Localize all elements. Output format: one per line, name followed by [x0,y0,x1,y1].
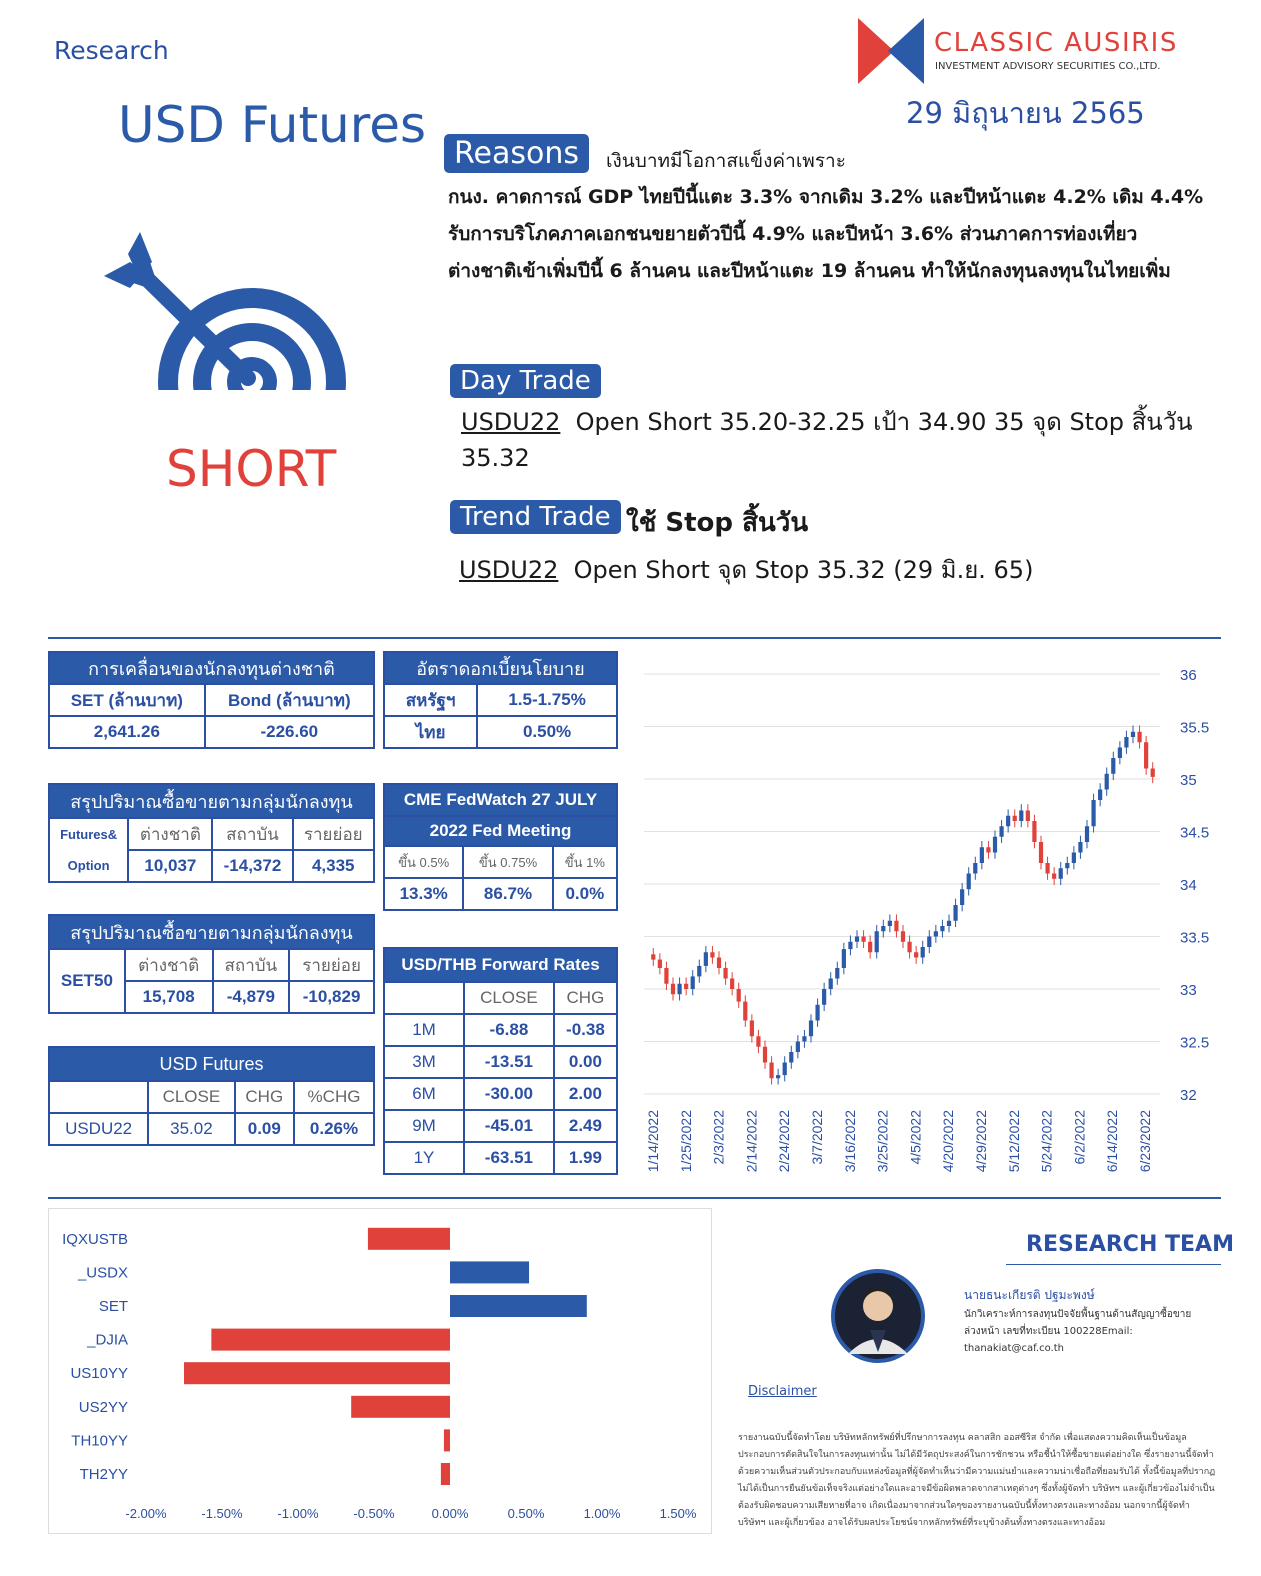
x-tick-label: 0.50% [507,1506,545,1521]
x-tick-label: 2/3/2022 [710,1110,727,1165]
reason-line: กนง. คาดการณ์ GDP ไทยปีนี้แตะ 3.3% จากเดิม 3.2% และปีหน้าแตะ 4.2% เดิม 4.4% [448,186,1204,208]
candle-body [697,966,701,977]
candle-body [1052,874,1056,879]
candle-body [710,952,714,957]
candle-body [894,921,898,932]
candle-body [835,968,839,979]
candle-body [967,874,971,890]
category-label: US10YY [70,1365,128,1383]
x-tick-label: 2/14/2022 [743,1110,760,1173]
section-divider [48,1197,1221,1199]
x-tick-label: 1/14/2022 [645,1110,661,1173]
bar [211,1329,450,1351]
analyst-name: นายธนะเกียรติ ปฐมะพงษ์ [964,1288,1095,1302]
candle-body [704,952,708,966]
table-header: รายย่อย [293,818,375,850]
x-tick-label: 1.00% [583,1506,621,1521]
trend-trade-contract: USDU22 [459,556,559,584]
candle-body [684,984,688,989]
day-trade-contract: USDU22 [461,408,561,436]
table-cell: -4,879 [213,981,290,1013]
page-title: USD Futures [118,96,427,154]
disclaimer-text: รายงานฉบับนี้จัดทำโดย บริษัทหลักทรัพย์ที่ปรึกษาการลงทุน คลาสสิก ออสซีริส จำกัด เพื่อแสดงความคิดเห็นเป็นข้อมูลประกอบการตัดสินใจในการลงทุนเท่านั้น ไม่ได้มีวัตถุประสงค์ในการชักชวน หรือชี้นำให้ซื้อขายแต่อย่างใด ซึ่งรายงานนี้จัดทำด้วยความเห็นส่วนตัวประกอบกับแหล่งข้อมูลที่ผู้จัดทำเห็นว่ามีความแม่นยำและความน่าเชื่อถือที่ยอมรับได้ ทั้งนี้ข้อมูลที่ปรากฏไม่ได้เป็นการยืนยันข้อเท็จจริงแต่อย่างใดและอาจมีข้อผิดพลาดจากสาเหตุต่างๆ ซึ่งทั้งผู้จัดทำ บริษัทฯ และผู้เกี่ยวข้องไม่จำเป็นต้องรับผิดชอบความเสียหายที่อาจ เกิดเนื่องมาจากส่วนใดๆของรายงานฉบับนี้ทั้งทางตรงและทางอ้อม นอกจากนี้ผู้จัดทำ บริษัทฯ และผู้เกี่ยวข้อง อาจได้รับผลประโยชน์จากหลักทรัพย์ที่ระบุข้างต้นทั้งทางตรงและทางอ้อม [738,1433,1216,1528]
table-cell: 15,708 [125,981,213,1013]
table-header: ต่างชาติ [128,818,212,850]
x-tick-label: 3/16/2022 [841,1110,858,1173]
candle-body [1019,811,1023,822]
table-cell: 3M [384,1046,464,1078]
y-tick-label: 32 [1180,1087,1197,1104]
table-cell: -30.00 [464,1078,554,1110]
candle-body [986,847,990,852]
table-title: USD Futures [49,1047,374,1081]
candle-body [855,937,859,942]
bar [444,1429,450,1451]
reasons-label: Reasons [444,134,589,173]
market-change-bar-chart [48,1208,712,1534]
candle-body [796,1042,800,1053]
candle-body [809,1021,813,1037]
category-label: TH10YY [71,1432,128,1450]
candle-body [868,942,872,953]
candle-body [1091,800,1095,826]
candle-body [737,989,741,1002]
candle-body [743,1002,747,1021]
futures-flow-table [48,783,375,883]
table-cell: 0.50% [477,716,617,748]
candle-body [973,863,977,874]
candle-body [1072,853,1076,864]
table-header: ขึ้น 0.75% [463,846,552,878]
x-tick-label: 4/5/2022 [907,1110,924,1165]
candle-body [1026,811,1030,822]
table-cell: USDU22 [49,1113,148,1145]
bar [351,1396,450,1418]
table-subtitle: 2022 Fed Meeting [384,816,617,846]
candle-body [723,968,727,979]
x-tick-label: 0.00% [431,1506,469,1521]
candle-body [1059,868,1063,879]
table-title: USD/THB Forward Rates [384,948,617,982]
table-cell: 13.3% [384,878,463,910]
x-tick-label: 5/24/2022 [1038,1110,1055,1173]
table-title: สรุปปริมาณซื้อขายตามกลุ่มนักลงทุน [49,784,374,818]
table-title: อัตราดอกเบี้ยนโยบาย [384,652,617,684]
category-label: SET [98,1298,128,1315]
table-cell: -14,372 [212,850,292,882]
category-label: US2YY [78,1398,128,1416]
candle-body [1137,732,1141,743]
table-header: ต่างชาติ [125,949,213,981]
target-arrow-icon [100,232,350,402]
day-trade-detail: Open Short 35.20-32.25 เป้า 34.90 35 จุด Stop สิ้นวัน 35.32 [461,408,1193,472]
table-cell: 0.0% [553,878,617,910]
table-header: SET (ล้านบาท) [49,684,205,716]
disclaimer-title[interactable]: Disclaimer [748,1384,817,1399]
candle-body [914,952,918,957]
x-tick-label: -0.50% [353,1506,395,1521]
candle-body [829,979,833,990]
candle-body [664,968,668,984]
table-cell: 1Y [384,1142,464,1174]
table-header: Bond (ล้านบาท) [205,684,374,716]
x-tick-label: -1.50% [201,1506,243,1521]
x-tick-label: 3/7/2022 [809,1110,825,1165]
candle-body [730,979,734,990]
research-team-title: RESEARCH TEAM [1026,1232,1234,1257]
candle-body [1118,748,1122,759]
candle-body [1078,842,1082,853]
x-tick-label: 3/25/2022 [874,1110,891,1173]
x-tick-label: 4/20/2022 [940,1110,957,1173]
candle-body [861,937,865,942]
table-cell: 2.00 [554,1078,617,1110]
candle-body [671,984,675,995]
fedwatch-table [383,783,618,911]
candle-body [1105,774,1109,790]
candle-body [756,1036,760,1047]
table-header: ขึ้น 0.5% [384,846,463,878]
day-trade-text [461,404,1221,476]
bar [368,1228,450,1250]
category-label: IQXUSTB [62,1230,128,1248]
set50-flow-table [48,914,375,1014]
table-cell: 2,641.26 [49,716,205,748]
y-tick-label: 33.5 [1180,929,1210,947]
candle-body [769,1063,773,1079]
table-cell: 1M [384,1014,464,1046]
candle-body [1045,863,1049,874]
bar [184,1362,450,1384]
x-tick-label: -2.00% [125,1506,167,1521]
x-tick-label: 2/24/2022 [776,1110,793,1173]
table-cell: -0.38 [554,1014,617,1046]
row-label: SET50 [49,949,125,1013]
table-header: CLOSE [464,982,554,1014]
candle-body [848,942,852,949]
usd-candlestick-chart [630,652,1230,1192]
table-header: สถาบัน [213,949,290,981]
candle-body [934,931,938,936]
x-tick-label: 6/23/2022 [1137,1110,1153,1173]
table-title: การเคลื่อนของนักลงทุนต่างชาติ [49,652,374,684]
candle-body [960,889,964,905]
research-divider [1006,1264,1221,1265]
y-tick-label: 35 [1180,772,1197,789]
table-title: สรุปปริมาณซื้อขายตามกลุ่มนักลงทุน [49,915,374,949]
day-trade-label: Day Trade [450,364,601,398]
candle-body [750,1021,754,1037]
x-tick-label: 5/12/2022 [1005,1110,1022,1173]
y-tick-label: 33 [1180,982,1197,999]
policy-rate-table [383,651,618,749]
table-cell: 10,037 [128,850,212,882]
forward-rates-table [383,947,618,1175]
candle-body [822,989,826,1005]
table-header: ขึ้น 1% [553,846,617,878]
candle-body [658,960,662,968]
report-date: 29 มิถุนายน 2565 [906,96,1145,130]
usd-futures-table [48,1046,375,1146]
reason-line: ต่างชาติเข้าเพิ่มปีนี้ 6 ล้านคน และปีหน้าแตะ 19 ล้านคน ทำให้นักลงทุนลงทุนในไทยเพิ่ม [448,260,1171,282]
candle-body [802,1036,806,1041]
table-cell: -226.60 [205,716,374,748]
brand-logo-icon [858,18,924,84]
table-cell: -6.88 [464,1014,554,1046]
candle-body [907,942,911,953]
candle-body [940,926,944,931]
table-cell: 0.00 [554,1046,617,1078]
candle-body [1131,732,1135,737]
table-cell: 0.26% [294,1113,374,1145]
table-header: สถาบัน [212,818,292,850]
candle-body [947,921,951,926]
table-cell: 35.02 [148,1113,234,1145]
table-cell: -10,829 [289,981,374,1013]
signal-direction: SHORT [166,440,337,498]
candle-body [677,984,681,995]
candle-body [717,958,721,969]
trend-trade-detail: Open Short จุด Stop 35.32 (29 มิ.ย. 65) [573,556,1034,584]
bar [450,1295,587,1317]
x-tick-label: 6/14/2022 [1104,1110,1121,1173]
x-tick-label: -1.00% [277,1506,319,1521]
brand-name: CLASSIC AUSIRIS [934,28,1178,58]
candle-body [1006,816,1010,827]
table-cell: -63.51 [464,1142,554,1174]
reasons-lead: เงินบาทมีโอกาสแข็งค่าเพราะ [606,150,846,172]
brand-subtitle: INVESTMENT ADVISORY SECURITIES CO.,LTD. [935,61,1161,72]
foreign-flow-table [48,651,375,749]
section-divider [48,637,1221,639]
candle-body [888,921,892,926]
candle-body [815,1005,819,1021]
table-cell: 6M [384,1078,464,1110]
trend-trade-label: Trend Trade [450,500,621,534]
table-header: CHG [235,1081,294,1113]
candle-body [842,949,846,968]
category-label: _DJIA [87,1331,128,1349]
trend-trade-text [459,550,1033,589]
row-label: Option [49,850,128,882]
candle-body [953,905,957,921]
y-tick-label: 32.5 [1180,1034,1210,1052]
candle-body [789,1052,793,1063]
y-tick-label: 34.5 [1180,824,1210,842]
candle-body [881,926,885,931]
bar [441,1463,450,1485]
table-cell: -13.51 [464,1046,554,1078]
table-cell: 4,335 [293,850,375,882]
trend-trade-heading: ใช้ Stop สิ้นวัน [626,508,809,538]
candle-body [927,937,931,948]
candle-body [783,1063,787,1076]
candle-body [980,847,984,863]
y-tick-label: 36 [1180,667,1197,684]
candle-body [921,947,925,958]
candle-body [1111,758,1115,774]
candle-body [1032,821,1036,842]
candle-body [1098,790,1102,801]
candle-body [1124,737,1128,748]
candle-body [1013,816,1017,821]
candle-body [763,1047,767,1063]
candle-body [1085,826,1089,842]
table-cell: -45.01 [464,1110,554,1142]
table-header: CLOSE [148,1081,234,1113]
table-cell: สหรัฐฯ [384,684,477,716]
table-cell: 1.5-1.75% [477,684,617,716]
candle-body [651,954,655,959]
table-title: CME FedWatch 27 JULY [384,784,617,816]
table-cell: 1.99 [554,1142,617,1174]
x-tick-label: 4/29/2022 [973,1110,989,1173]
avatar [830,1268,926,1364]
candle-body [875,931,879,952]
candle-body [1065,863,1069,868]
table-cell: 9M [384,1110,464,1142]
table-cell: 2.49 [554,1110,617,1142]
analyst-description: นักวิเคราะห์การลงทุนปัจจัยพื้นฐานด้านสัญญาซื้อขายล่วงหน้า เลขที่ทะเบียน 100228Email: thanakiat@caf.co.th [964,1309,1192,1354]
table-header: รายย่อย [289,949,374,981]
category-label: _USDX [77,1264,128,1282]
y-tick-label: 34 [1180,877,1197,894]
bar [450,1261,529,1283]
candle-body [999,826,1003,837]
x-tick-label: 1/25/2022 [677,1110,694,1173]
category-label: TH2YY [79,1466,128,1483]
x-tick-label: 1.50% [659,1506,697,1521]
candle-body [901,931,905,942]
table-cell: ไทย [384,716,477,748]
candle-body [1144,742,1148,768]
reason-line: รับการบริโภคภาคเอกชนขยายตัวปีนี้ 4.9% และปีหน้า 3.6% ส่วนภาคการท่องเที่ยว [448,223,1138,245]
candle-body [691,976,695,989]
table-header: CHG [554,982,617,1014]
y-tick-label: 35.5 [1180,719,1210,737]
candle-body [993,837,997,853]
table-cell: 0.09 [235,1113,294,1145]
candle-body [1039,842,1043,863]
row-label: Futures& [49,818,128,850]
table-cell: 86.7% [463,878,552,910]
table-header: %CHG [294,1081,374,1113]
candle-body [1151,769,1155,777]
section-label: Research [54,36,169,65]
candle-body [776,1075,780,1078]
x-tick-label: 6/2/2022 [1071,1110,1088,1165]
